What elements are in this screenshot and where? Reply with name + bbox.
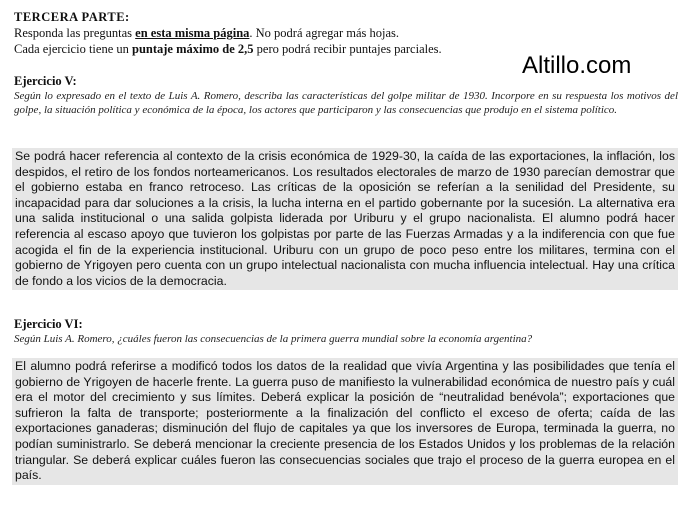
exercise-5-question: Según lo expresado en el texto de Luis A. Romero, describa las características del golpe militar de 1930. Incorpore en su respuesta los motivos del golpe, la situación política y económica de la época, los actores que participaron y las consecuencias que produjo en el sistema político. [14,90,678,116]
instructions-header [14,9,686,57]
exercise-6-heading: Ejercicio VI: [14,317,83,331]
exercise-5-heading: Ejercicio V: [14,74,77,88]
instruction-2-end: pero podrá recibir puntajes parciales. [253,42,442,56]
watermark: Altillo.com [522,52,632,79]
instruction-2-text: Cada ejercicio tiene un [14,42,132,56]
instruction-line-1 [14,25,686,41]
instruction-1-end: . No podrá agregar más hojas. [249,26,400,40]
instruction-2-emphasis: puntaje máximo de 2,5 [132,42,254,56]
section-title: TERCERA PARTE: [14,10,130,24]
instruction-1-text: Responda las preguntas [14,26,136,40]
instruction-1-emphasis: en esta misma página [135,26,250,40]
exercise-6-answer: El alumno podrá referirse a modificó todos los datos de la realidad que vivía Argentina y las posibilidades que tenía el gobierno de Yrigoyen de hacerle frente. La guerra puso de manifiesto la vulnerabilidad económica de nuestro país y cuál era el motor del crecimiento y sus límites. Deberá explicar la posición de “neutralidad benévola”; exportaciones que sufrieron la falta de transporte; posteriormente a la finalización del conflicto el exceso de oferta; caída de las exportaciones ganaderas; disminución del flujo de capitales ya que los inversores de Europa, terminada la guerra, no podían suministrarlo. Se deberá mencionar la creciente presencia de los Estados Unidos y los problemas de la relación triangular. Se deberá explicar cuáles fueron las consecuencias sociales que trajo el proceso de la guerra europea en el país. [12,358,678,485]
exercise-5-answer: Se podrá hacer referencia al contexto de la crisis económica de 1929-30, la caída de las exportaciones, la inflación, los despidos, el retiro de los fondos norteamericanos. Los resultados electorales de marzo de 1930 parecían demostrar que el gobierno estaba en franco retroceso. Las críticas de la oposición se referían a la senilidad del Presidente, su incapacidad para dar soluciones a la crisis, la lucha interna en el partido gobernante por la sucesión. La alternativa era una salida institucional o una salida golpista liderada por Uriburu y el grupo nacionalista. El alumno podrá hacer referencia al escaso apoyo que tuvieron los golpistas por parte de las Fuerzas Armadas y a la indiferencia con que fue acogida el fin de la experiencia institucional. Uriburu con un grupo de poco peso entre los militares, termina con el gobierno de Yrigoyen pero cuenta con un grupo intelectual nacionalista con mucha influencia intelectual. Hay una crítica de fondo a los vicios de la democracia. [12,148,678,290]
exercise-6-question: Según Luis A. Romero, ¿cuáles fueron las consecuencias de la primera guerra mundial sobre la economía argentina? [14,333,533,345]
